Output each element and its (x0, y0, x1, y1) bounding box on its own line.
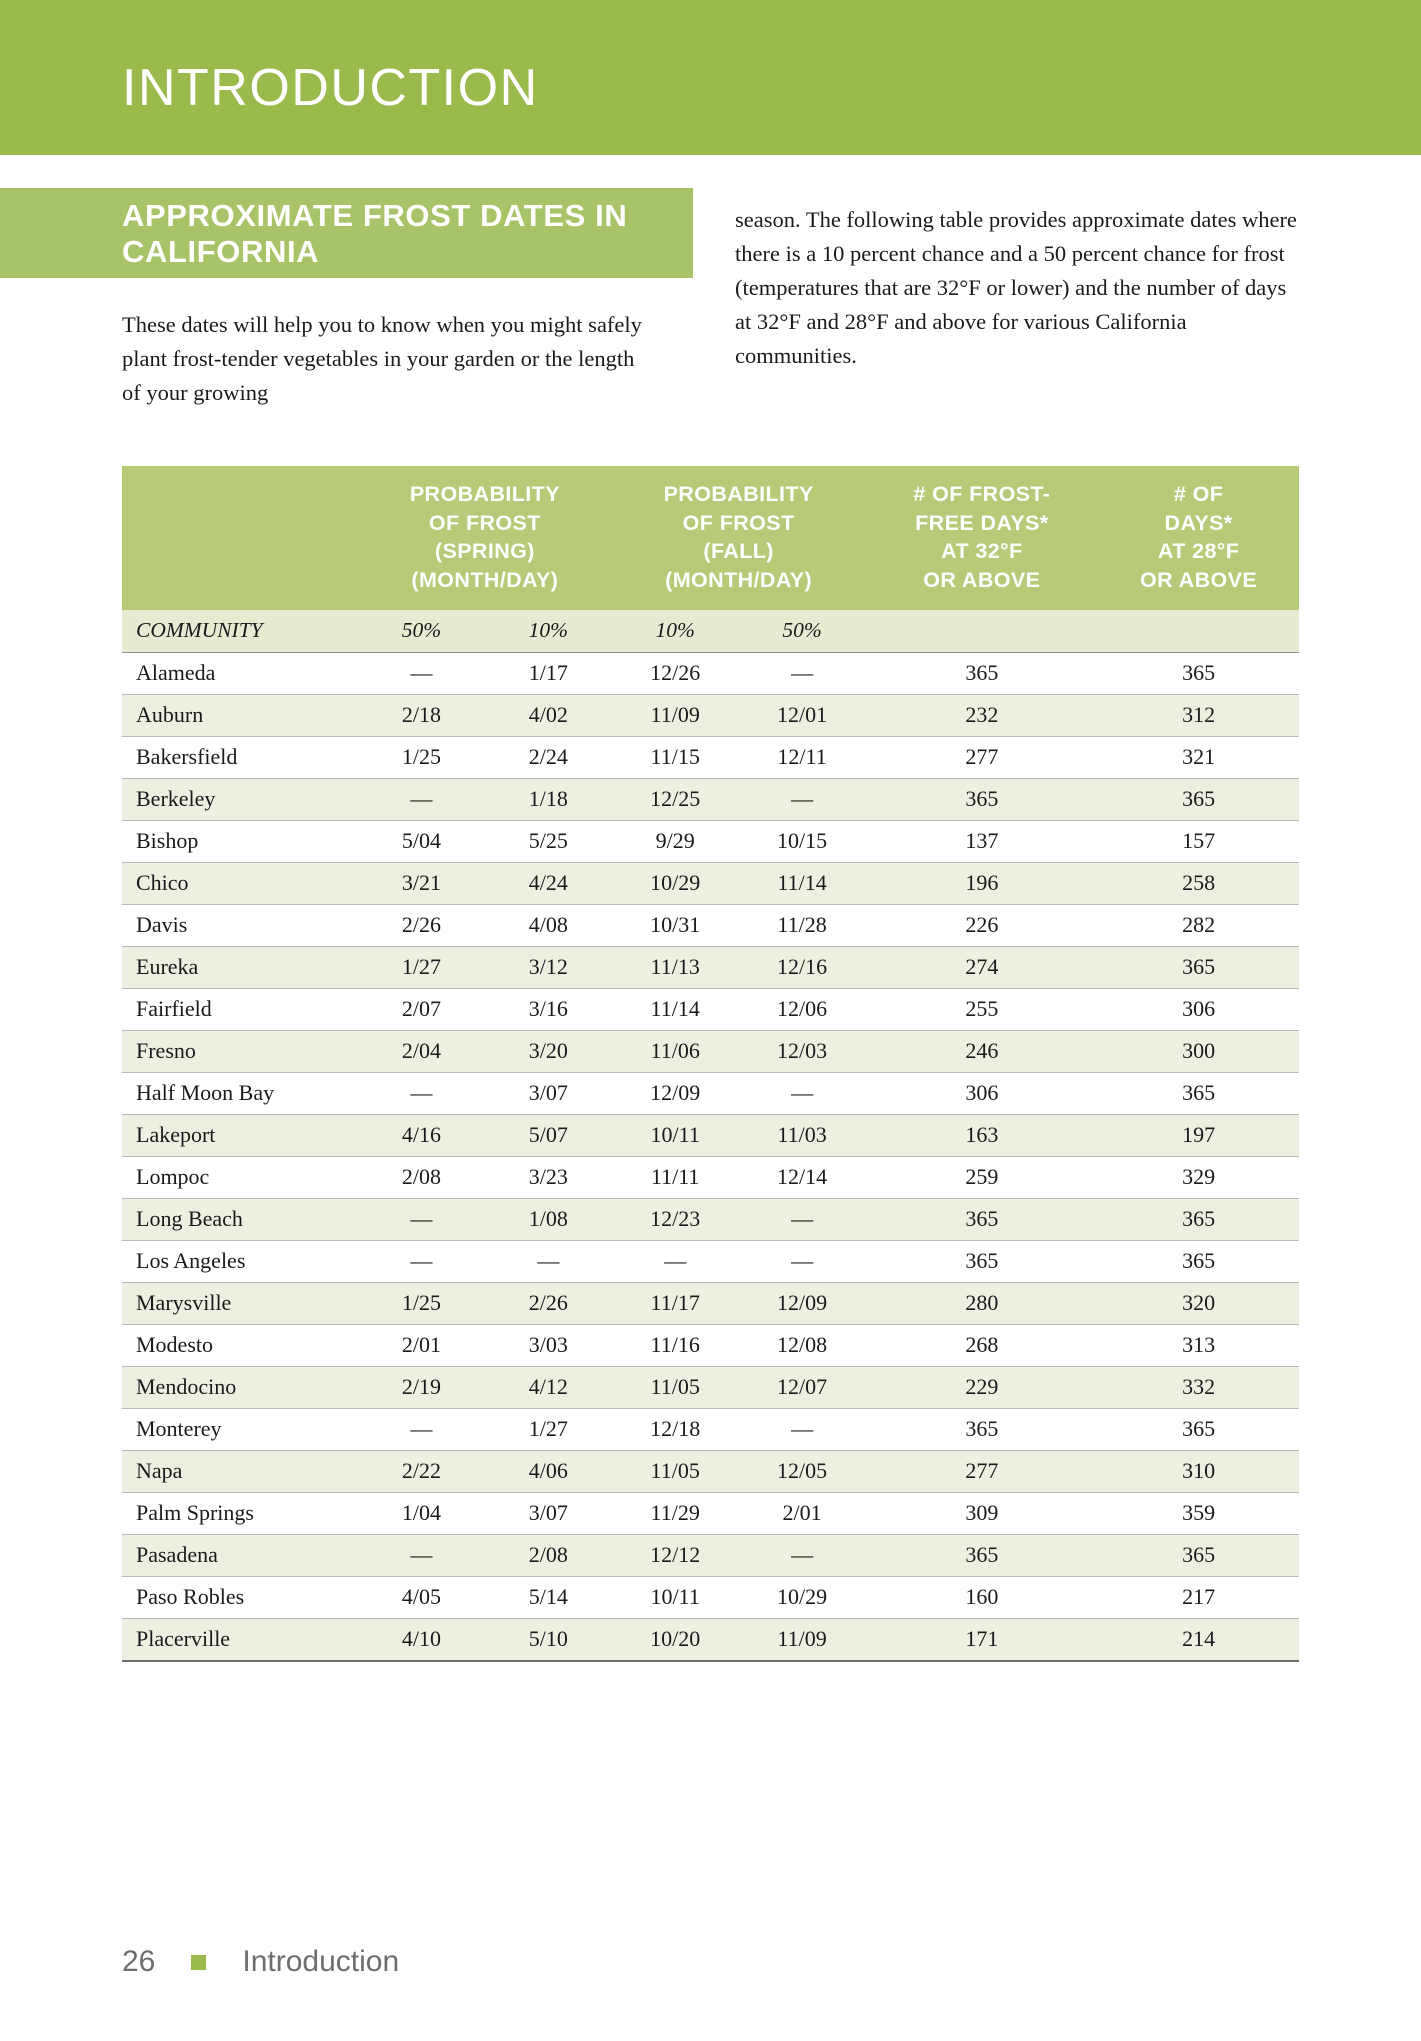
table-row (122, 1451, 1299, 1493)
cell-spring-10: 3/03 (485, 1325, 612, 1367)
cell-fall-10: 11/16 (612, 1325, 739, 1367)
cell-days-32f: 196 (866, 863, 1099, 905)
cell-spring-10: 5/25 (485, 821, 612, 863)
cell-days-32f: 365 (866, 779, 1099, 821)
header-line: # OF FROST- (913, 482, 1051, 506)
cell-fall-50: — (739, 1199, 866, 1241)
cell-fall-50: 12/03 (739, 1031, 866, 1073)
cell-fall-10: 11/11 (612, 1157, 739, 1199)
subheader-spring-10: 10% (485, 610, 612, 653)
cell-spring-50: — (358, 1241, 485, 1283)
table-row (122, 863, 1299, 905)
table-row (122, 1577, 1299, 1619)
cell-fall-50: 12/07 (739, 1367, 866, 1409)
cell-fall-50: 11/09 (739, 1619, 866, 1662)
column-header-fall (612, 466, 866, 610)
table-row (122, 1535, 1299, 1577)
cell-spring-10: 3/07 (485, 1493, 612, 1535)
header-line: AT 32°F (941, 539, 1023, 563)
column-header-community (122, 466, 358, 610)
cell-community: Alameda (122, 653, 358, 695)
cell-days-28f: 329 (1098, 1157, 1299, 1199)
header-line: # OF (1173, 482, 1224, 506)
cell-spring-50: 2/22 (358, 1451, 485, 1493)
cell-community: Davis (122, 905, 358, 947)
intro-paragraph-left: These dates will help you to know when you might safely plant frost-tender vegetables in your garden or the length of your growing (122, 312, 642, 405)
cell-fall-10: 10/20 (612, 1619, 739, 1662)
cell-spring-10: 2/24 (485, 737, 612, 779)
table-header-row (122, 466, 1299, 610)
cell-days-28f: 365 (1098, 779, 1299, 821)
header-line: OR ABOVE (1140, 567, 1258, 592)
cell-community: Napa (122, 1451, 358, 1493)
cell-community: Modesto (122, 1325, 358, 1367)
cell-spring-10: 5/07 (485, 1115, 612, 1157)
table-row (122, 821, 1299, 863)
frost-dates-table (122, 466, 1299, 1662)
cell-fall-10: 11/14 (612, 989, 739, 1031)
header-line: (SPRING) (434, 539, 535, 563)
cell-fall-10: 12/23 (612, 1199, 739, 1241)
cell-fall-50: 11/28 (739, 905, 866, 947)
cell-spring-50: — (358, 1409, 485, 1451)
cell-fall-10: 11/29 (612, 1493, 739, 1535)
table-row (122, 1157, 1299, 1199)
table-row (122, 1325, 1299, 1367)
cell-days-32f: 277 (866, 1451, 1099, 1493)
table-row (122, 695, 1299, 737)
table-row (122, 989, 1299, 1031)
cell-days-28f: 321 (1098, 737, 1299, 779)
cell-days-32f: 365 (866, 1535, 1099, 1577)
cell-spring-50: 1/27 (358, 947, 485, 989)
cell-fall-10: 12/25 (612, 779, 739, 821)
cell-spring-10: 1/18 (485, 779, 612, 821)
table-row (122, 1367, 1299, 1409)
header-line: (MONTH/DAY) (411, 567, 559, 592)
column-header-frost-free-days-32f (866, 466, 1099, 610)
table-row (122, 1073, 1299, 1115)
cell-days-28f: 320 (1098, 1283, 1299, 1325)
cell-spring-50: 2/01 (358, 1325, 485, 1367)
cell-fall-50: 12/11 (739, 737, 866, 779)
cell-fall-50: — (739, 1535, 866, 1577)
cell-community: Berkeley (122, 779, 358, 821)
cell-community: Palm Springs (122, 1493, 358, 1535)
cell-spring-50: — (358, 1199, 485, 1241)
cell-days-32f: 246 (866, 1031, 1099, 1073)
table-subheader-row (122, 610, 1299, 653)
header-line: AT 28°F (1157, 539, 1240, 563)
cell-community: Eureka (122, 947, 358, 989)
cell-fall-10: 12/18 (612, 1409, 739, 1451)
cell-fall-50: 12/09 (739, 1283, 866, 1325)
cell-days-32f: 365 (866, 653, 1099, 695)
cell-days-32f: 309 (866, 1493, 1099, 1535)
cell-community: Half Moon Bay (122, 1073, 358, 1115)
cell-spring-50: 5/04 (358, 821, 485, 863)
cell-days-28f: 313 (1098, 1325, 1299, 1367)
cell-days-28f: 332 (1098, 1367, 1299, 1409)
cell-fall-50: 10/15 (739, 821, 866, 863)
cell-community: Placerville (122, 1619, 358, 1662)
header-line: FREE DAYS* (915, 510, 1049, 535)
cell-fall-10: 12/12 (612, 1535, 739, 1577)
cell-spring-50: 4/10 (358, 1619, 485, 1662)
cell-fall-10: 10/31 (612, 905, 739, 947)
cell-community: Los Angeles (122, 1241, 358, 1283)
table-row (122, 947, 1299, 989)
cell-days-32f: 268 (866, 1325, 1099, 1367)
cell-days-32f: 137 (866, 821, 1099, 863)
cell-spring-50: 2/18 (358, 695, 485, 737)
cell-fall-50: — (739, 779, 866, 821)
table-head (122, 466, 1299, 610)
cell-days-28f: 365 (1098, 1535, 1299, 1577)
subheader-fall-50: 50% (739, 610, 866, 653)
cell-fall-50: 11/03 (739, 1115, 866, 1157)
cell-days-28f: 306 (1098, 989, 1299, 1031)
cell-fall-10: — (612, 1241, 739, 1283)
cell-spring-50: 1/25 (358, 737, 485, 779)
cell-community: Pasadena (122, 1535, 358, 1577)
cell-fall-50: 10/29 (739, 1577, 866, 1619)
cell-spring-10: 1/08 (485, 1199, 612, 1241)
column-header-spring (358, 466, 612, 610)
cell-community: Paso Robles (122, 1577, 358, 1619)
subheader-days28 (1098, 610, 1299, 653)
cell-spring-10: — (485, 1241, 612, 1283)
cell-spring-50: 2/04 (358, 1031, 485, 1073)
cell-fall-10: 11/09 (612, 695, 739, 737)
subheader-days32 (866, 610, 1099, 653)
cell-fall-50: — (739, 653, 866, 695)
section-title: APPROXIMATE FROST DATES IN CALIFORNIA (122, 198, 628, 269)
cell-days-28f: 282 (1098, 905, 1299, 947)
table-row (122, 1199, 1299, 1241)
cell-community: Lakeport (122, 1115, 358, 1157)
cell-fall-10: 11/15 (612, 737, 739, 779)
cell-community: Marysville (122, 1283, 358, 1325)
table-row (122, 1619, 1299, 1662)
subheader-community: COMMUNITY (122, 610, 358, 653)
cell-fall-10: 10/11 (612, 1115, 739, 1157)
table-row (122, 1031, 1299, 1073)
cell-days-32f: 306 (866, 1073, 1099, 1115)
cell-fall-50: 12/01 (739, 695, 866, 737)
cell-spring-50: 1/25 (358, 1283, 485, 1325)
cell-community: Bakersfield (122, 737, 358, 779)
cell-community: Lompoc (122, 1157, 358, 1199)
table-row (122, 1241, 1299, 1283)
cell-fall-10: 11/06 (612, 1031, 739, 1073)
cell-fall-10: 10/11 (612, 1577, 739, 1619)
cell-days-28f: 359 (1098, 1493, 1299, 1535)
cell-community: Auburn (122, 695, 358, 737)
cell-spring-10: 3/16 (485, 989, 612, 1031)
cell-spring-50: — (358, 653, 485, 695)
cell-days-32f: 171 (866, 1619, 1099, 1662)
table-row (122, 737, 1299, 779)
cell-days-32f: 274 (866, 947, 1099, 989)
table-row (122, 1283, 1299, 1325)
table-body (122, 610, 1299, 1661)
cell-spring-10: 3/23 (485, 1157, 612, 1199)
cell-days-32f: 280 (866, 1283, 1099, 1325)
cell-community: Fairfield (122, 989, 358, 1031)
table-row (122, 1493, 1299, 1535)
cell-fall-50: 2/01 (739, 1493, 866, 1535)
cell-fall-10: 11/13 (612, 947, 739, 989)
header-line: PROBABILITY (409, 482, 560, 506)
table-row (122, 1409, 1299, 1451)
cell-spring-10: 1/17 (485, 653, 612, 695)
cell-days-28f: 365 (1098, 1073, 1299, 1115)
cell-days-28f: 217 (1098, 1577, 1299, 1619)
cell-spring-10: 4/24 (485, 863, 612, 905)
cell-community: Fresno (122, 1031, 358, 1073)
cell-spring-10: 2/08 (485, 1535, 612, 1577)
cell-days-28f: 365 (1098, 1199, 1299, 1241)
cell-days-28f: 365 (1098, 1409, 1299, 1451)
cell-fall-50: — (739, 1409, 866, 1451)
table-row (122, 653, 1299, 695)
cell-days-28f: 365 (1098, 653, 1299, 695)
cell-days-28f: 365 (1098, 1241, 1299, 1283)
cell-community: Chico (122, 863, 358, 905)
cell-spring-50: 4/05 (358, 1577, 485, 1619)
cell-days-28f: 157 (1098, 821, 1299, 863)
header-line: DAYS* (1164, 510, 1233, 535)
subheader-spring-50: 50% (358, 610, 485, 653)
cell-spring-10: 5/14 (485, 1577, 612, 1619)
page-footer (122, 1945, 399, 1979)
cell-fall-50: — (739, 1073, 866, 1115)
cell-fall-50: — (739, 1241, 866, 1283)
cell-fall-10: 11/05 (612, 1367, 739, 1409)
cell-days-28f: 312 (1098, 695, 1299, 737)
footer-page-number: 26 (122, 1945, 156, 1978)
cell-days-32f: 365 (866, 1199, 1099, 1241)
cell-spring-10: 1/27 (485, 1409, 612, 1451)
cell-spring-50: 2/26 (358, 905, 485, 947)
footer-square-bullet-icon (191, 1955, 206, 1970)
cell-fall-50: 12/06 (739, 989, 866, 1031)
page-title: INTRODUCTION (122, 59, 539, 117)
cell-community: Long Beach (122, 1199, 358, 1241)
cell-community: Monterey (122, 1409, 358, 1451)
cell-spring-50: 2/08 (358, 1157, 485, 1199)
header-line: OF FROST (428, 510, 541, 535)
cell-fall-50: 12/14 (739, 1157, 866, 1199)
cell-spring-10: 5/10 (485, 1619, 612, 1662)
cell-spring-50: 2/19 (358, 1367, 485, 1409)
cell-days-32f: 229 (866, 1367, 1099, 1409)
cell-days-28f: 214 (1098, 1619, 1299, 1662)
cell-spring-50: — (358, 1535, 485, 1577)
cell-spring-50: 2/07 (358, 989, 485, 1031)
cell-spring-10: 3/12 (485, 947, 612, 989)
cell-community: Mendocino (122, 1367, 358, 1409)
header-line: PROBABILITY (663, 482, 814, 506)
cell-days-32f: 365 (866, 1241, 1099, 1283)
cell-days-28f: 258 (1098, 863, 1299, 905)
cell-fall-50: 12/08 (739, 1325, 866, 1367)
cell-days-28f: 197 (1098, 1115, 1299, 1157)
subheader-fall-10: 10% (612, 610, 739, 653)
cell-spring-50: 1/04 (358, 1493, 485, 1535)
cell-fall-10: 11/05 (612, 1451, 739, 1493)
table-row (122, 1115, 1299, 1157)
cell-days-32f: 277 (866, 737, 1099, 779)
cell-spring-50: — (358, 1073, 485, 1115)
cell-spring-50: — (358, 779, 485, 821)
table-row (122, 779, 1299, 821)
cell-fall-10: 9/29 (612, 821, 739, 863)
footer-section-label: Introduction (242, 1945, 400, 1978)
cell-days-32f: 160 (866, 1577, 1099, 1619)
cell-fall-50: 12/05 (739, 1451, 866, 1493)
header-line: OF FROST (682, 510, 795, 535)
cell-spring-10: 4/02 (485, 695, 612, 737)
cell-fall-10: 11/17 (612, 1283, 739, 1325)
header-line: (MONTH/DAY) (665, 567, 813, 592)
header-line: OR ABOVE (923, 567, 1041, 592)
cell-community: Bishop (122, 821, 358, 863)
intro-paragraph-right: season. The following table provides approximate dates where there is a 10 percent chance and a 50 percent chance for frost (temperatures that are 32°F or lower) and the number of days at 32°F and 28°F and above for various California communities. (735, 207, 1297, 368)
cell-days-32f: 163 (866, 1115, 1099, 1157)
cell-spring-10: 2/26 (485, 1283, 612, 1325)
cell-spring-10: 3/07 (485, 1073, 612, 1115)
cell-spring-50: 3/21 (358, 863, 485, 905)
cell-days-32f: 259 (866, 1157, 1099, 1199)
cell-days-32f: 232 (866, 695, 1099, 737)
cell-fall-10: 12/09 (612, 1073, 739, 1115)
cell-spring-10: 4/08 (485, 905, 612, 947)
cell-fall-50: 11/14 (739, 863, 866, 905)
cell-days-28f: 365 (1098, 947, 1299, 989)
table-row (122, 905, 1299, 947)
cell-days-32f: 226 (866, 905, 1099, 947)
cell-fall-10: 12/26 (612, 653, 739, 695)
cell-spring-10: 4/06 (485, 1451, 612, 1493)
cell-days-32f: 365 (866, 1409, 1099, 1451)
column-header-days-28f (1098, 466, 1299, 610)
cell-fall-10: 10/29 (612, 863, 739, 905)
cell-spring-10: 3/20 (485, 1031, 612, 1073)
cell-spring-50: 4/16 (358, 1115, 485, 1157)
cell-spring-10: 4/12 (485, 1367, 612, 1409)
cell-days-32f: 255 (866, 989, 1099, 1031)
cell-days-28f: 300 (1098, 1031, 1299, 1073)
cell-days-28f: 310 (1098, 1451, 1299, 1493)
header-line: (FALL) (703, 539, 774, 563)
cell-fall-50: 12/16 (739, 947, 866, 989)
